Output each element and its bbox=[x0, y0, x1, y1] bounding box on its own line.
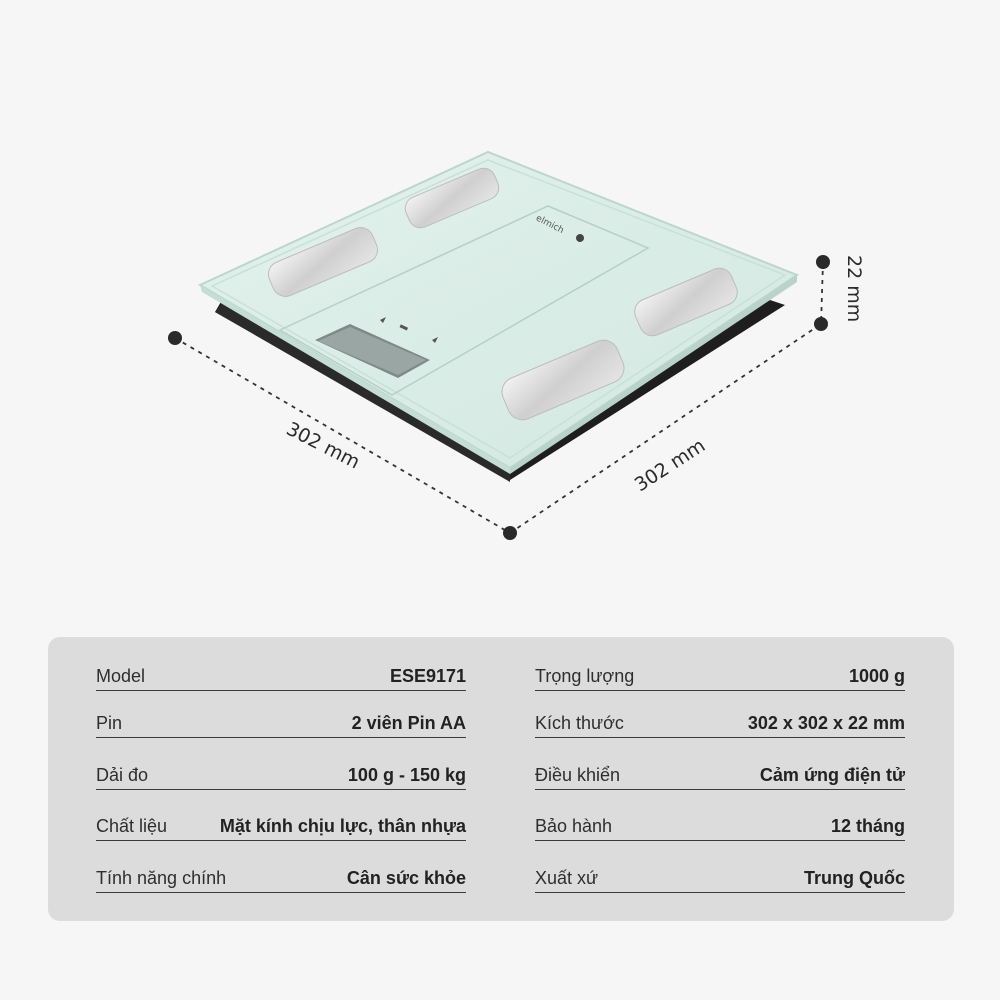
height-dimension-label: 22 mm bbox=[843, 255, 865, 323]
spec-label: Điều khiển bbox=[535, 765, 621, 785]
spec-row-battery bbox=[96, 706, 466, 738]
spec-label: Xuất xứ bbox=[535, 868, 599, 888]
spec-value: ESE9171 bbox=[389, 666, 466, 686]
spec-value: Cân sức khỏe bbox=[346, 868, 466, 888]
spec-label: Tính năng chính bbox=[96, 868, 227, 888]
spec-value: Mặt kính chịu lực, thân nhựa bbox=[219, 816, 466, 836]
spec-row-material bbox=[96, 809, 466, 841]
spec-row-warranty bbox=[535, 809, 905, 841]
spec-value: 12 tháng bbox=[830, 816, 905, 836]
spec-label: Pin bbox=[96, 713, 123, 733]
spec-value: 2 viên Pin AA bbox=[351, 713, 466, 733]
spec-row-weight bbox=[535, 659, 905, 691]
spec-value: 302 x 302 x 22 mm bbox=[747, 713, 905, 733]
width-dimension-label: 302 mm bbox=[282, 417, 364, 474]
spec-row-range bbox=[96, 758, 466, 790]
spec-value: 100 g - 150 kg bbox=[347, 765, 466, 785]
spec-row-control bbox=[535, 758, 905, 790]
svg-text:elmich: elmich bbox=[534, 213, 566, 237]
spec-label: Chất liệu bbox=[96, 816, 168, 836]
spec-label: Kích thước bbox=[535, 713, 624, 733]
spec-row-size bbox=[535, 706, 905, 738]
spec-label: Trọng lượng bbox=[535, 666, 635, 686]
spec-row-feature bbox=[96, 861, 466, 893]
spec-value: 1000 g bbox=[848, 666, 905, 686]
spec-label: Bảo hành bbox=[535, 816, 613, 836]
spec-panel bbox=[48, 637, 954, 921]
spec-row-model bbox=[96, 659, 466, 691]
depth-dimension-label: 302 mm bbox=[630, 434, 710, 497]
spec-value: Trung Quốc bbox=[804, 868, 905, 888]
spec-value: Cảm ứng điện tử bbox=[759, 765, 905, 785]
spec-label: Model bbox=[96, 666, 146, 686]
spec-row-origin bbox=[535, 861, 905, 893]
spec-label: Dải đo bbox=[96, 765, 149, 785]
